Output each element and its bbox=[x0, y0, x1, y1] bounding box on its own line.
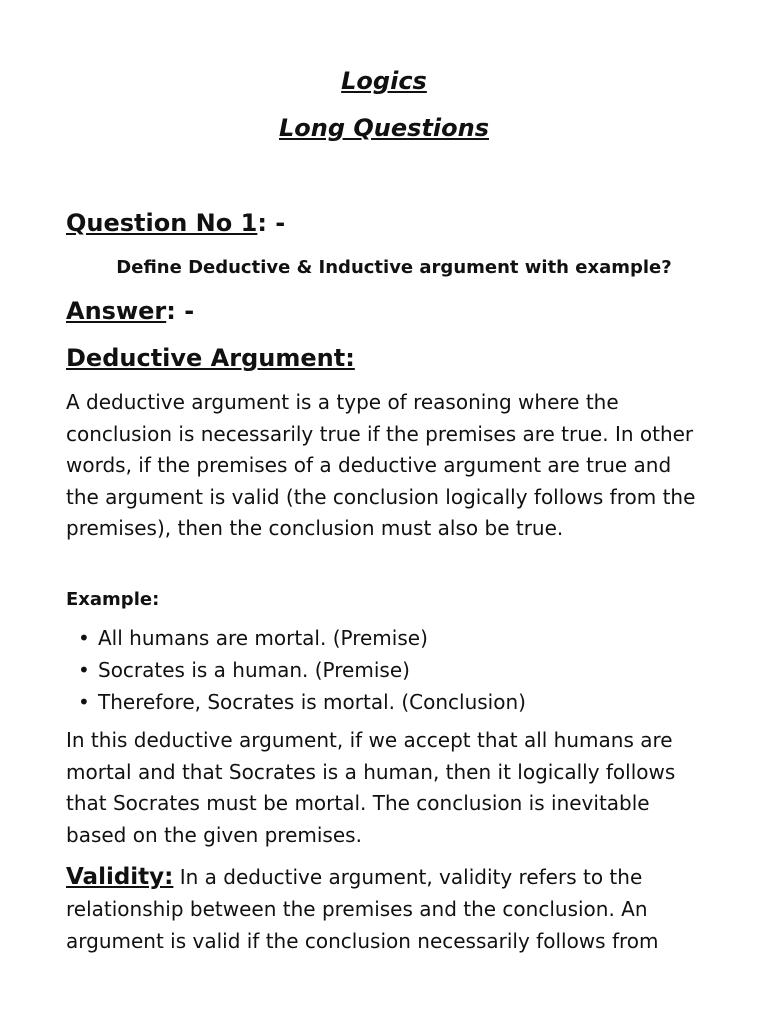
list-item-text: Socrates is a human. (Premise) bbox=[98, 658, 410, 682]
list-item-text: Therefore, Socrates is mortal. (Conclusion) bbox=[98, 690, 526, 714]
section-heading-label: Deductive Argument: bbox=[66, 344, 355, 372]
list-item bbox=[78, 686, 526, 718]
paragraph-validity bbox=[66, 861, 706, 957]
question-text: Define Deductive & Inductive argument with example? bbox=[116, 257, 672, 278]
answer-heading-suffix: : - bbox=[166, 297, 195, 325]
document-subtitle: Long Questions bbox=[278, 114, 489, 142]
question-heading-suffix: : - bbox=[257, 209, 286, 237]
answer-heading bbox=[66, 295, 194, 327]
answer-heading-label: Answer bbox=[66, 297, 167, 325]
question-heading bbox=[66, 207, 285, 239]
list-item-text: All humans are mortal. (Premise) bbox=[98, 626, 428, 650]
question-heading-label: Question No 1 bbox=[66, 209, 258, 237]
paragraph-definition: A deductive argument is a type of reasoning where the conclusion is necessarily true if the premises are true. In other words, if the premises of a deductive argument are true and the argument is valid (the conclusion logically follows from the premises), then the conclusion must also be true. bbox=[66, 390, 696, 541]
bullet-icon: • bbox=[78, 690, 90, 714]
paragraph-explanation: In this deductive argument, if we accept that all humans are mortal and that Socrates is a human, then it logically follows that Socrates must be mortal. The conclusion is inevitable based on the given premises. bbox=[66, 728, 676, 847]
document-title: Logics bbox=[341, 67, 427, 95]
bullet-icon: • bbox=[78, 658, 90, 682]
bullet-icon: • bbox=[78, 626, 90, 650]
validity-label: Validity: bbox=[66, 864, 174, 890]
list-item bbox=[78, 622, 526, 654]
validity-text: In a deductive argument, validity refers to the relationship between the premises and the conclusion. An argument is valid if the conclusion necessarily follows from bbox=[66, 865, 659, 953]
example-list bbox=[78, 622, 526, 718]
section-heading bbox=[66, 342, 355, 374]
list-item bbox=[78, 654, 526, 686]
example-label: Example: bbox=[66, 589, 160, 610]
